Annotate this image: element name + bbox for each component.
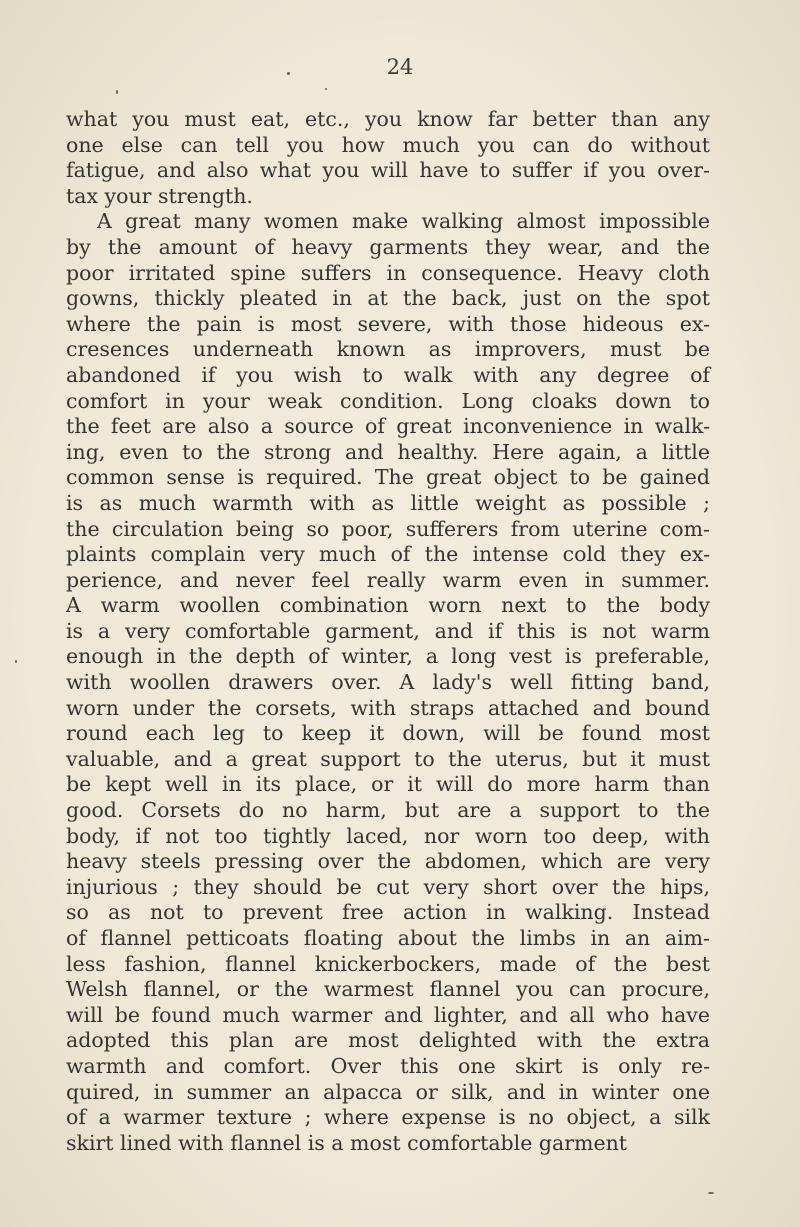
- text-line: quired, in summer an alpacca or silk, and in winter one: [66, 1079, 710, 1104]
- paper-speck: [287, 72, 290, 75]
- text-line: by the amount of heavy garments they wear, and the: [66, 234, 710, 259]
- text-line: is a very comfortable garment, and if this is not warm: [66, 618, 710, 643]
- text-line: be kept well in its place, or it will do more harm than: [66, 772, 710, 797]
- text-line: tax your strength.: [66, 183, 253, 208]
- text-line: cresences underneath known as improvers, must be: [66, 337, 710, 362]
- paper-speck: [15, 660, 17, 663]
- text-line: skirt lined with flannel is a most comfortable garment: [66, 1130, 628, 1155]
- text-line: abandoned if you wish to walk with any degree of: [66, 362, 710, 387]
- text-line: A great many women make walking almost impossible: [97, 209, 710, 234]
- text-line: valuable, and a great support to the uterus, but it must: [66, 746, 710, 771]
- text-line: heavy steels pressing over the abdomen, which are very: [66, 849, 710, 874]
- text-line: the feet are also a source of great inconvenience in walk-: [66, 414, 710, 439]
- text-line: one else can tell you how much you can do without: [66, 132, 710, 157]
- text-line: warmth and comfort. Over this one skirt is only re-: [66, 1053, 710, 1078]
- text-line: with woollen drawers over. A lady's well fitting band,: [66, 670, 710, 695]
- page-number: 24: [386, 55, 414, 79]
- text-line: where the pain is most severe, with those hideous ex-: [66, 311, 710, 336]
- text-line: A warm woollen combination worn next to the body: [66, 593, 710, 618]
- paper-speck: [116, 90, 118, 94]
- text-line: plaints complain very much of the intense cold they ex-: [66, 542, 710, 567]
- paper-speck: [708, 1192, 714, 1194]
- body-text: [66, 107, 710, 1156]
- text-line: body, if not too tightly laced, nor worn too deep, with: [66, 823, 710, 848]
- text-line: injurious ; they should be cut very short over the hips,: [66, 874, 710, 899]
- text-line: of flannel petticoats floating about the limbs in an aim-: [66, 926, 710, 950]
- text-line: gowns, thickly pleated in at the back, just on the spot: [66, 286, 710, 311]
- text-line: less fashion, flannel knickerbockers, made of the best: [66, 951, 710, 976]
- text-line: fatigue, and also what you will have to suffer if you over-: [66, 158, 710, 183]
- text-line: worn under the corsets, with straps attached and bound: [66, 695, 710, 720]
- text-line: will be found much warmer and lighter, and all who have: [66, 1002, 710, 1027]
- text-line: perience, and never feel really warm even in summer.: [66, 567, 710, 592]
- text-line: ing, even to the strong and healthy. Here again, a little: [66, 439, 710, 464]
- text-line: common sense is required. The great object to be gained: [66, 465, 710, 490]
- text-line: the circulation being so poor, sufferers from uterine com-: [66, 516, 710, 541]
- text-line: good. Corsets do no harm, but are a support to the: [66, 798, 710, 823]
- text-line: poor irritated spine suffers in consequence. Heavy cloth: [66, 260, 710, 285]
- text-line: Welsh flannel, or the warmest flannel you can procure,: [66, 977, 710, 1002]
- text-line: comfort in your weak condition. Long cloaks down to: [66, 388, 710, 413]
- text-line: adopted this plan are most delighted with the extra: [66, 1028, 710, 1053]
- text-line: is as much warmth with as little weight as possible ;: [66, 490, 710, 515]
- paper-speck: [325, 88, 327, 90]
- text-line: round each leg to keep it down, will be found most: [66, 721, 710, 746]
- text-line: so as not to prevent free action in walking. Instead: [66, 900, 710, 925]
- text-line: of a warmer texture ; where expense is no object, a silk: [66, 1105, 710, 1130]
- text-line: enough in the depth of winter, a long vest is preferable,: [66, 644, 710, 669]
- text-line: what you must eat, etc., you know far better than any: [66, 107, 710, 131]
